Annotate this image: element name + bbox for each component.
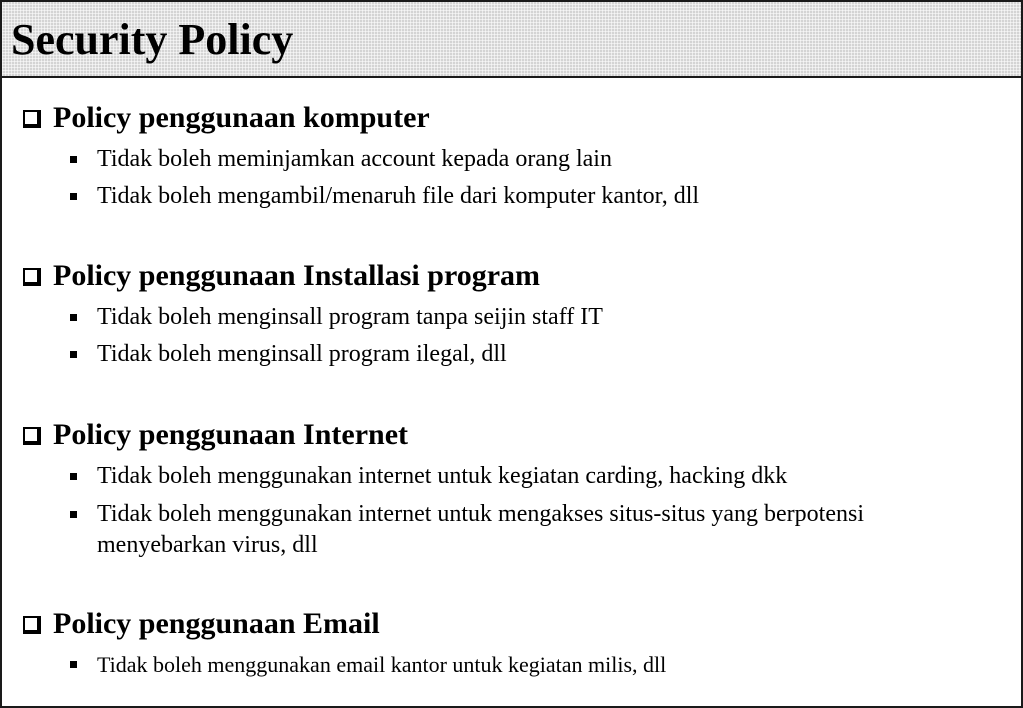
list-item — [70, 461, 970, 492]
list-item-text: Tidak boleh menginsall program ilegal, dll — [97, 341, 507, 367]
section-heading — [23, 606, 380, 642]
checkbox-bullet-icon — [23, 110, 41, 128]
square-bullet-icon — [70, 511, 77, 518]
list-item-text: Tidak boleh menggunakan internet untuk kegiatan carding, hacking dkk — [97, 463, 788, 489]
list-item-text: Tidak boleh menggunakan email kantor untuk kegiatan milis, dll — [97, 652, 667, 677]
title-bar — [2, 2, 1021, 78]
section-heading-text: Policy penggunaan komputer — [53, 101, 430, 134]
list-item — [70, 339, 970, 370]
list-item — [70, 144, 970, 175]
square-bullet-icon — [70, 473, 77, 480]
square-bullet-icon — [70, 156, 77, 163]
square-bullet-icon — [70, 351, 77, 358]
checkbox-bullet-icon — [23, 616, 41, 634]
section-heading — [23, 100, 430, 136]
list-item — [70, 302, 970, 333]
list-item-text: Tidak boleh meminjamkan account kepada orang lain — [97, 146, 612, 172]
square-bullet-icon — [70, 193, 77, 200]
section-heading-text: Policy penggunaan Internet — [53, 418, 409, 451]
checkbox-bullet-icon — [23, 427, 41, 445]
list-item-text: Tidak boleh menginsall program tanpa seijin staff IT — [97, 304, 603, 330]
list-item — [70, 649, 970, 680]
list-item-text: Tidak boleh menggunakan internet untuk mengakses situs-situs yang berpotensi menyebarkan virus, dll — [97, 501, 865, 558]
list-item — [70, 181, 970, 212]
checkbox-bullet-icon — [23, 268, 41, 286]
section-heading — [23, 417, 408, 453]
section-heading — [23, 258, 540, 294]
section-heading-text: Policy penggunaan Email — [53, 607, 380, 640]
square-bullet-icon — [70, 314, 77, 321]
page-title: Security Policy — [11, 15, 294, 64]
square-bullet-icon — [70, 661, 77, 668]
section-heading-text: Policy penggunaan Installasi program — [53, 259, 541, 292]
list-item-text: Tidak boleh mengambil/menaruh file dari komputer kantor, dll — [97, 183, 700, 209]
list-item — [70, 499, 920, 561]
